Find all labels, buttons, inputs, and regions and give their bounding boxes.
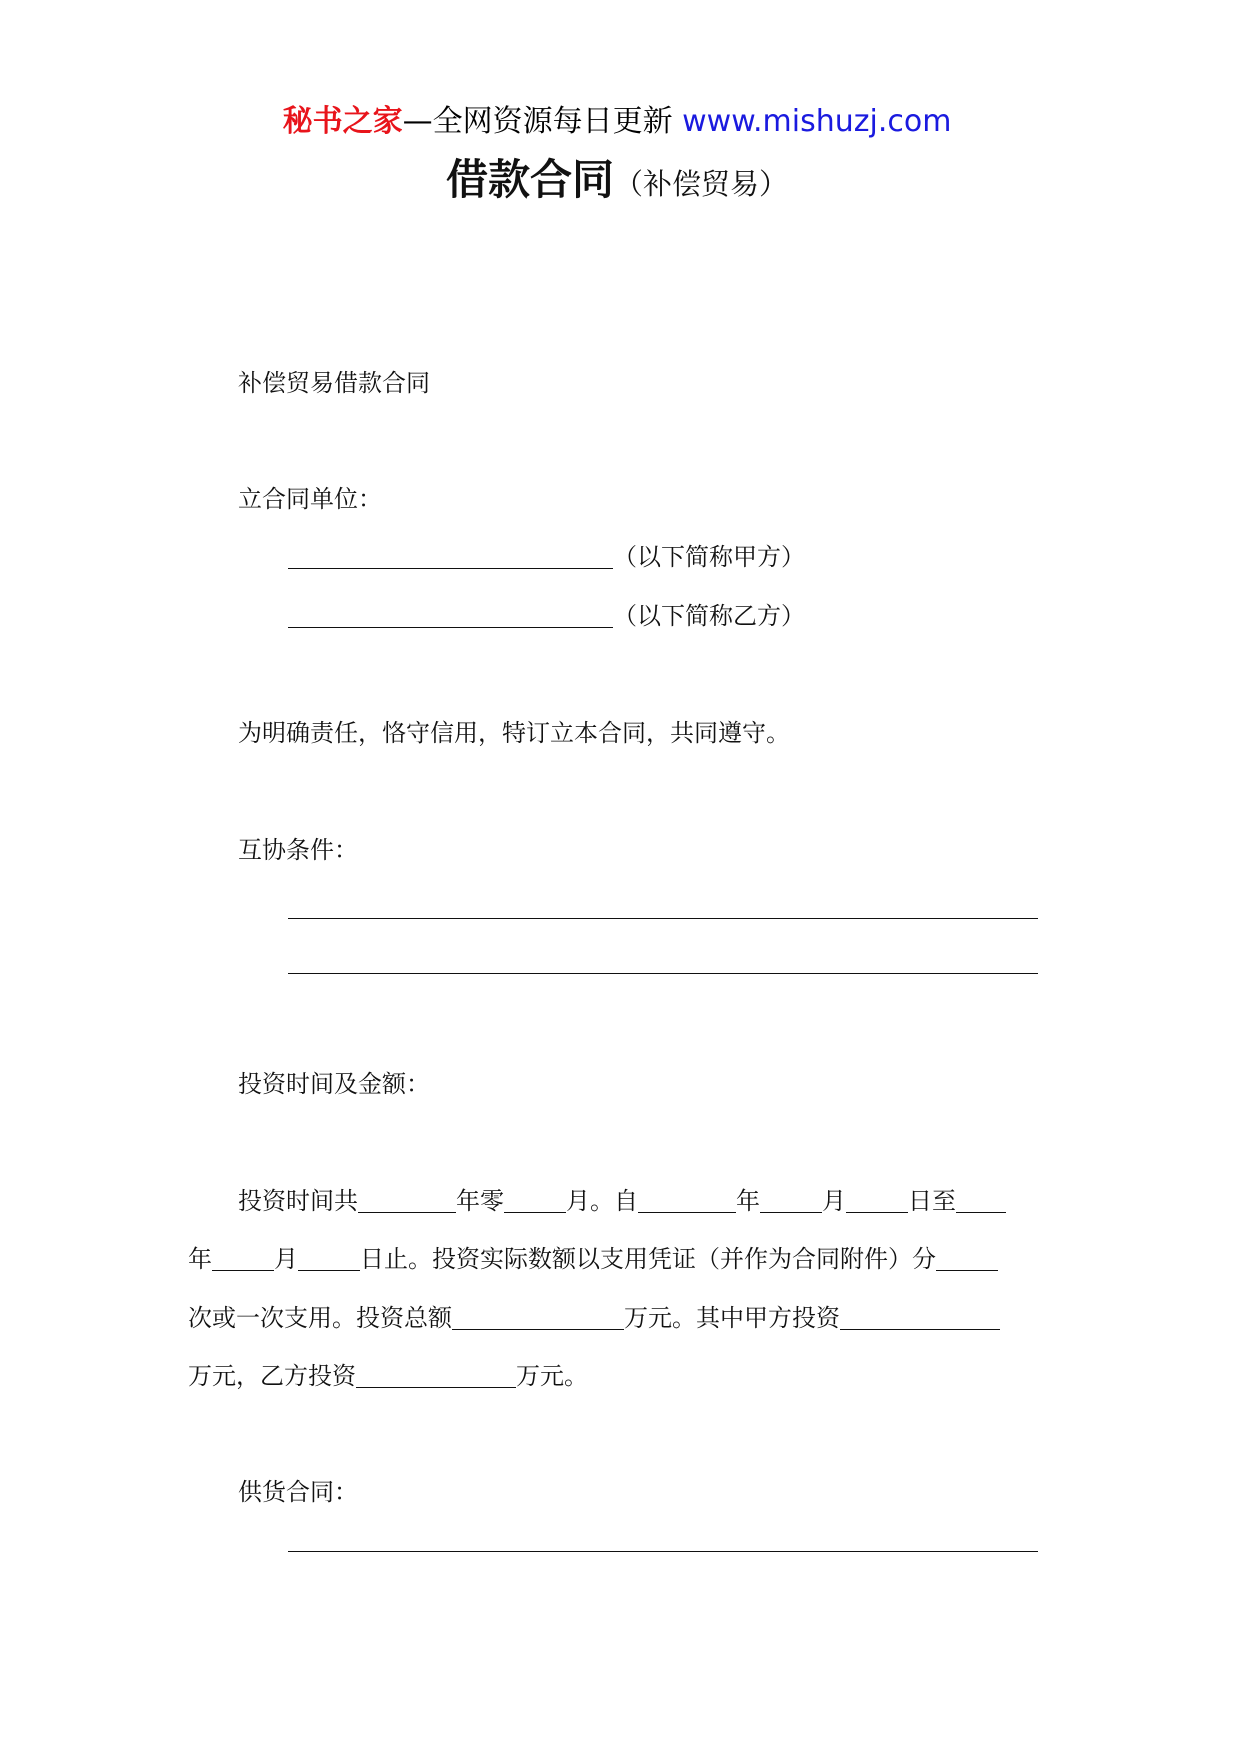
inv-text-11: 万元。其中甲方投资 [624, 1304, 840, 1332]
inv-text-10: 次或一次支用。投资总额 [188, 1304, 452, 1332]
investment-line-3 [188, 1300, 1000, 1336]
inv-text-3: 月。自 [566, 1187, 638, 1215]
document-subtitle: （补偿贸易） [614, 167, 789, 201]
contract-heading: 补偿贸易借款合同 [238, 369, 430, 397]
inv-text-1: 投资时间共 [238, 1187, 358, 1215]
total-investment-blank[interactable] [452, 1303, 624, 1330]
party-a-blank[interactable] [288, 542, 613, 569]
conditions-blank-line-2[interactable] [288, 973, 1038, 974]
investment-line-4 [188, 1358, 588, 1394]
total-months-blank[interactable] [504, 1186, 566, 1213]
investment-line-2 [188, 1241, 998, 1277]
parties-label: 立合同单位： [238, 485, 382, 513]
conditions-label: 互协条件： [238, 836, 358, 864]
inv-text-2: 年零 [456, 1187, 504, 1215]
site-url-link[interactable]: www.mishuzj.com [682, 104, 952, 139]
header-slogan: —全网资源每日更新 [402, 104, 673, 139]
inv-text-12: 万元，乙方投资 [188, 1362, 356, 1390]
start-day-blank[interactable] [846, 1186, 908, 1213]
investment-line-1 [238, 1183, 1006, 1219]
inv-text-6: 日至 [908, 1187, 956, 1215]
intro-text: 为明确责任，恪守信用，特订立本合同，共同遵守。 [238, 719, 790, 747]
supply-contract-blank-line[interactable] [288, 1551, 1038, 1552]
investment-label: 投资时间及金额： [238, 1070, 430, 1098]
party-b-line [288, 598, 805, 634]
party-a-suffix: （以下简称甲方） [613, 543, 805, 571]
end-month-blank[interactable] [212, 1244, 274, 1271]
party-a-investment-blank[interactable] [840, 1303, 1000, 1330]
end-day-blank[interactable] [298, 1244, 360, 1271]
inv-text-7: 年 [188, 1245, 212, 1273]
installments-blank[interactable] [936, 1244, 998, 1271]
document-title-row [0, 150, 1234, 214]
start-month-blank[interactable] [760, 1186, 822, 1213]
supply-contract-label: 供货合同： [238, 1478, 358, 1506]
party-b-blank[interactable] [288, 601, 613, 628]
end-year-blank-a[interactable] [956, 1186, 1006, 1213]
inv-text-5: 月 [822, 1187, 846, 1215]
start-year-blank[interactable] [638, 1186, 736, 1213]
document-title: 借款合同 [445, 155, 614, 204]
inv-text-9: 日止。投资实际数额以支用凭证（并作为合同附件）分 [360, 1245, 936, 1273]
site-header [0, 100, 1234, 144]
party-b-suffix: （以下简称乙方） [613, 602, 805, 630]
inv-text-13: 万元。 [516, 1362, 588, 1390]
party-a-line [288, 539, 805, 575]
conditions-blank-line-1[interactable] [288, 918, 1038, 919]
brand-name: 秘书之家 [282, 104, 403, 139]
inv-text-8: 月 [274, 1245, 298, 1273]
party-b-investment-blank[interactable] [356, 1361, 516, 1388]
inv-text-4: 年 [736, 1187, 760, 1215]
total-years-blank[interactable] [358, 1186, 456, 1213]
